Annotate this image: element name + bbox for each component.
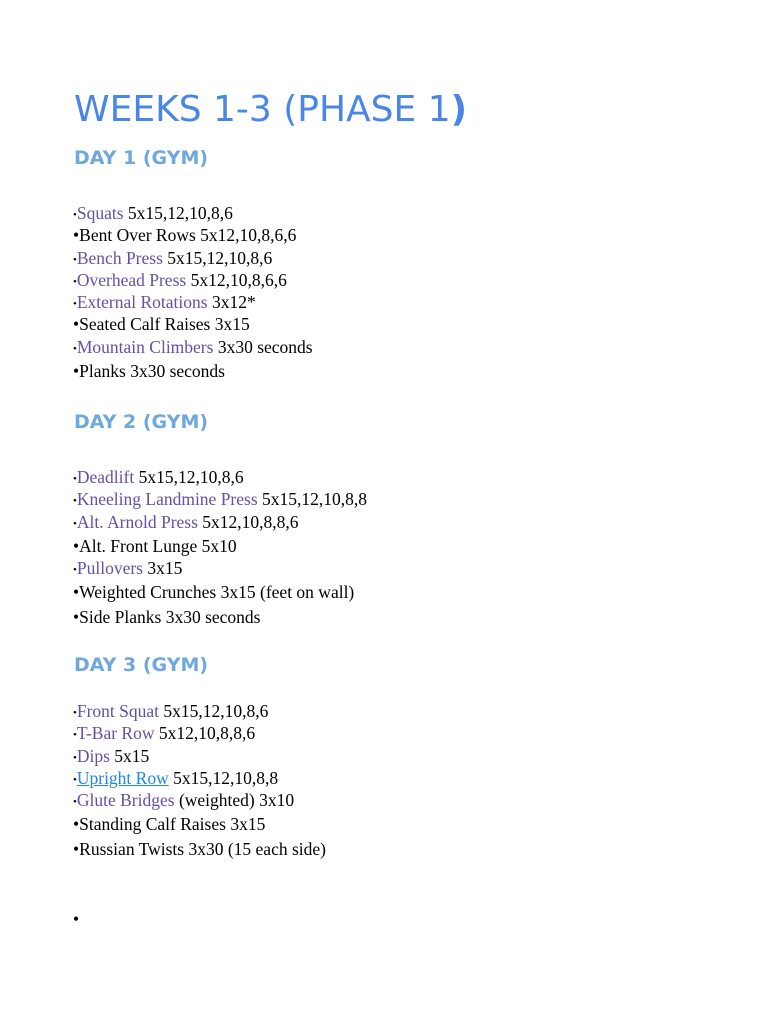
exercise-detail: 5x15,12,10,8,8 — [168, 767, 279, 788]
bullet: • — [73, 796, 77, 809]
bullet: • — [73, 314, 80, 335]
exercise-item — [73, 767, 326, 789]
exercise-detail: 3x30 seconds — [213, 336, 313, 357]
exercise-name-link[interactable]: T-Bar Row — [76, 723, 155, 744]
day-1-heading: DAY 1 (GYM) — [74, 147, 209, 169]
exercise-name-link[interactable]: Alt. Arnold Press — [76, 511, 198, 532]
exercise-detail: 5x15 — [109, 745, 150, 766]
exercise-item — [73, 581, 367, 603]
exercise-detail: 5x15,12,10,8,6 — [159, 701, 269, 721]
exercise-item — [73, 745, 326, 767]
bullet: • — [73, 225, 80, 246]
bullet: • — [73, 473, 77, 485]
exercise-item — [73, 606, 367, 628]
exercise-detail: 5x15,12,10,8,6 — [162, 247, 273, 268]
page-title — [74, 86, 467, 134]
exercise-item — [73, 700, 326, 722]
exercise-name-link[interactable]: Squats — [76, 203, 124, 223]
exercise-item — [73, 557, 367, 579]
bullet: • — [73, 275, 77, 288]
exercise-item — [73, 838, 326, 860]
exercise-detail: (weighted) 3x10 — [174, 790, 295, 811]
exercise-name-link[interactable]: Deadlift — [76, 467, 135, 487]
empty-bullet: • — [73, 909, 80, 929]
day-2-heading: DAY 2 (GYM) — [74, 411, 209, 433]
exercise-name-link[interactable]: Bench Press — [76, 247, 163, 268]
exercise-item — [73, 313, 313, 335]
exercise-detail: 3x30 (15 each side) — [184, 838, 326, 859]
exercise-item — [73, 535, 367, 557]
bullet: • — [73, 517, 77, 530]
exercise-name: Standing Calf Raises — [79, 814, 226, 835]
bullet: • — [73, 209, 77, 221]
bullet: • — [73, 253, 77, 266]
bullet: • — [73, 707, 77, 719]
day-1-exercise-list — [73, 202, 313, 382]
exercise-detail: 5x15,12,10,8,8 — [257, 489, 368, 510]
bullet: • — [73, 361, 80, 382]
bullet: • — [73, 342, 77, 355]
day-3-heading: DAY 3 (GYM) — [74, 654, 209, 676]
exercise-name-link[interactable]: Dips — [76, 745, 110, 766]
exercise-detail: 5x12,10,8,6,6 — [195, 225, 297, 246]
bullet: • — [73, 495, 77, 508]
exercise-name: Seated Calf Raises — [79, 314, 211, 335]
exercise-name-link[interactable]: Front Squat — [76, 701, 160, 721]
bullet: • — [73, 564, 77, 577]
bullet: • — [73, 729, 77, 742]
exercise-name-link[interactable]: Mountain Climbers — [76, 336, 214, 357]
exercise-item — [73, 336, 313, 358]
exercise-detail: 3x30 seconds — [161, 606, 261, 627]
exercise-name-link[interactable]: External Rotations — [76, 292, 208, 313]
exercise-item — [73, 202, 313, 224]
exercise-name-link[interactable]: Kneeling Landmine Press — [76, 489, 258, 510]
bullet: • — [73, 773, 77, 786]
exercise-item — [73, 247, 313, 269]
exercise-item — [73, 224, 313, 246]
exercise-detail: 5x15,12,10,8,6 — [134, 467, 244, 487]
bullet: • — [73, 814, 80, 835]
exercise-name: Weighted Crunches — [79, 582, 217, 603]
exercise-detail: 5x12,10,8,6,6 — [186, 269, 287, 290]
exercise-item — [73, 488, 367, 510]
bullet: • — [73, 535, 80, 556]
exercise-detail: 5x12,10,8,8,6 — [197, 511, 299, 532]
day-3-exercise-list — [73, 700, 326, 860]
exercise-item — [73, 360, 313, 382]
exercise-name-link[interactable]: Glute Bridges — [76, 790, 175, 811]
bullet: • — [73, 751, 77, 764]
exercise-name: Side Planks — [79, 606, 162, 627]
bullet: • — [73, 582, 80, 603]
title-text: WEEKS 1-3 (PHASE 1 — [74, 89, 451, 130]
exercise-detail: 3x15 (feet on wall) — [216, 582, 355, 603]
exercise-detail: 3x15 — [142, 558, 183, 579]
exercise-detail: 5x10 — [197, 535, 237, 556]
exercise-detail: 3x15 — [225, 814, 266, 835]
exercise-name: Planks — [79, 361, 126, 382]
exercise-item — [73, 511, 367, 533]
exercise-name-link[interactable]: Pullovers — [76, 558, 143, 579]
exercise-detail: 3x30 seconds — [125, 361, 225, 382]
bullet: • — [73, 298, 77, 311]
exercise-name: Alt. Front Lunge — [79, 535, 198, 556]
title-closing-paren: ) — [450, 89, 468, 130]
bullet: • — [73, 606, 80, 627]
exercise-item — [73, 291, 313, 313]
exercise-detail: 5x12,10,8,8,6 — [154, 723, 256, 744]
exercise-name-link[interactable]: Overhead Press — [76, 269, 187, 290]
exercise-name-hyperlink[interactable]: Upright Row — [76, 767, 169, 788]
exercise-detail: 5x15,12,10,8,6 — [123, 203, 233, 223]
exercise-detail: 3x15 — [210, 314, 250, 335]
exercise-item — [73, 269, 313, 291]
bullet: • — [73, 838, 80, 859]
exercise-name: Bent Over Rows — [79, 225, 196, 246]
day-2-exercise-list — [73, 466, 367, 628]
exercise-item — [73, 789, 326, 811]
exercise-detail: 3x12* — [207, 292, 256, 313]
exercise-item — [73, 722, 326, 744]
exercise-item — [73, 813, 326, 835]
exercise-name: Russian Twists — [79, 838, 185, 859]
exercise-item — [73, 466, 367, 488]
